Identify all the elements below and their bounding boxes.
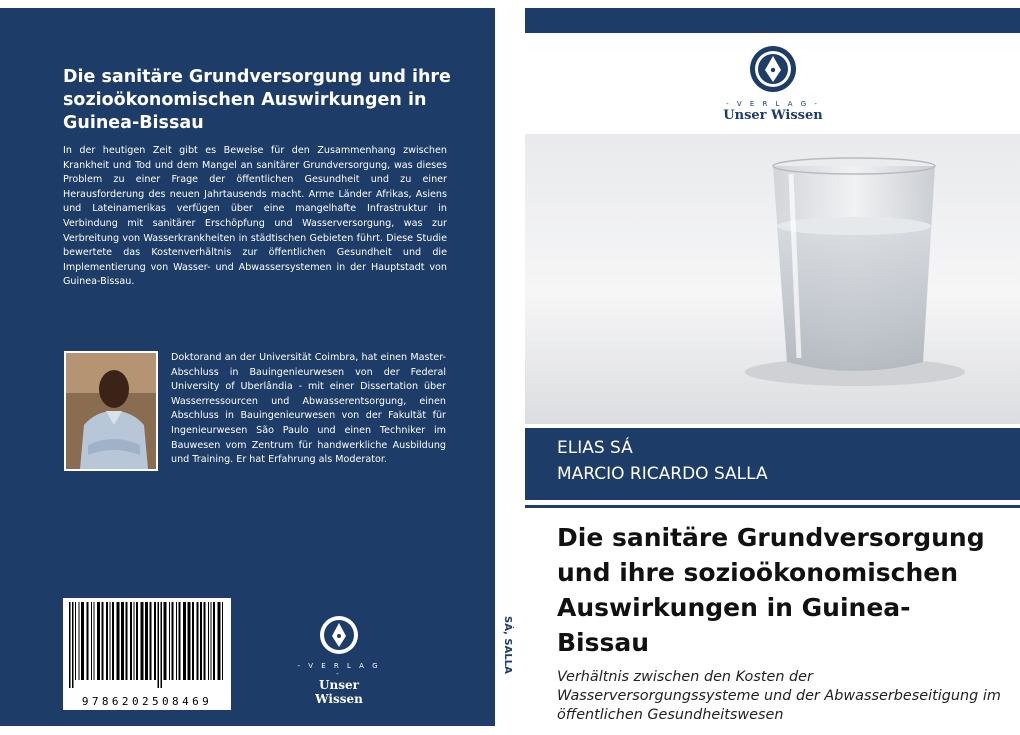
back-cover bbox=[0, 8, 495, 726]
front-verlag-label: - V E R L A G - bbox=[726, 100, 820, 108]
water-glass-photo bbox=[525, 134, 1020, 424]
spine-authors: SÁ, SALLA bbox=[502, 616, 513, 674]
back-publisher-logo bbox=[294, 614, 384, 706]
isbn-digits: 9786202508469 bbox=[81, 695, 213, 708]
front-cover bbox=[525, 8, 1020, 726]
back-verlag-label: - V E R L A G - bbox=[297, 662, 381, 678]
book-spine bbox=[495, 8, 525, 726]
back-blurb: In der heutigen Zeit gibt es Beweise für den Zusammenhang zwischen Krankheit und Tod und dem Mangel an sanitärer Grundversorgung, was dieses Problem zu einer Frage der öffentlichen Gesundheit und zu einer Herausforderung des neuen Jahrtausends macht. Arme Länder Afrikas, Asiens und Lateinamerikas verfügen über eine mangelhafte Infrastruktur in Verbindung mit sanitärer Erschöpfung und Wasserversorgung, was zur Verbreitung von Wasserkrankheiten in städtischen Gebieten führt. Diese Studie bewertete das Kostenverhältnis zur öffentlichen Gesundheit und die Implementierung von Wasser- und Abwassersystemen in der Hauptstadt von Guinea-Bissau. bbox=[63, 145, 447, 288]
author-photo bbox=[64, 351, 158, 471]
pen-nib-seal-icon bbox=[748, 44, 798, 94]
author-name-1: ELIAS SÁ bbox=[557, 438, 633, 458]
front-top-bar bbox=[525, 8, 1020, 33]
back-publisher-name: Unser Wissen bbox=[315, 678, 363, 706]
front-subtitle: Verhältnis zwischen den Kosten der Wasserversorgungssysteme und der Abwasserbeseitigung im öffentlichen Gesundheitswesen bbox=[557, 669, 1001, 723]
back-title: Die sanitäre Grundversorgung und ihre sozioökonomischen Auswirkungen in Guinea-Bissau bbox=[63, 67, 451, 133]
author-band bbox=[525, 428, 1020, 500]
front-publisher-logo bbox=[713, 44, 833, 123]
author-portrait-illustration bbox=[66, 353, 156, 469]
barcode-bars bbox=[63, 598, 231, 692]
pen-nib-seal-icon bbox=[318, 614, 360, 656]
author-bio: Doktorand an der Universität Coimbra, hat einen Master-Abschluss in Bauingenieurwesen von der Federal University of Uberlândia - mit einer Dissertation über Wasserressourcen und Abwasserentsorgung, einen Abschluss in Bauingenieurwesen von der Fakultät für Ingenieurwesen São Paulo und einen Techniker im Bauwesen vom Zentrum für handwerkliche Ausbildung und Training. Er hat Erfahrung als Moderator. bbox=[171, 352, 446, 466]
front-title: Die sanitäre Grundversorgung und ihre sozioökonomischen Auswirkungen in Guinea-Bissau bbox=[557, 523, 985, 657]
water-glass-illustration bbox=[525, 134, 1020, 424]
author-band-rule bbox=[525, 505, 1020, 508]
author-name-2: MARCIO RICARDO SALLA bbox=[557, 464, 768, 484]
front-publisher-name: Unser Wissen bbox=[723, 108, 823, 123]
isbn-barcode bbox=[63, 598, 231, 710]
